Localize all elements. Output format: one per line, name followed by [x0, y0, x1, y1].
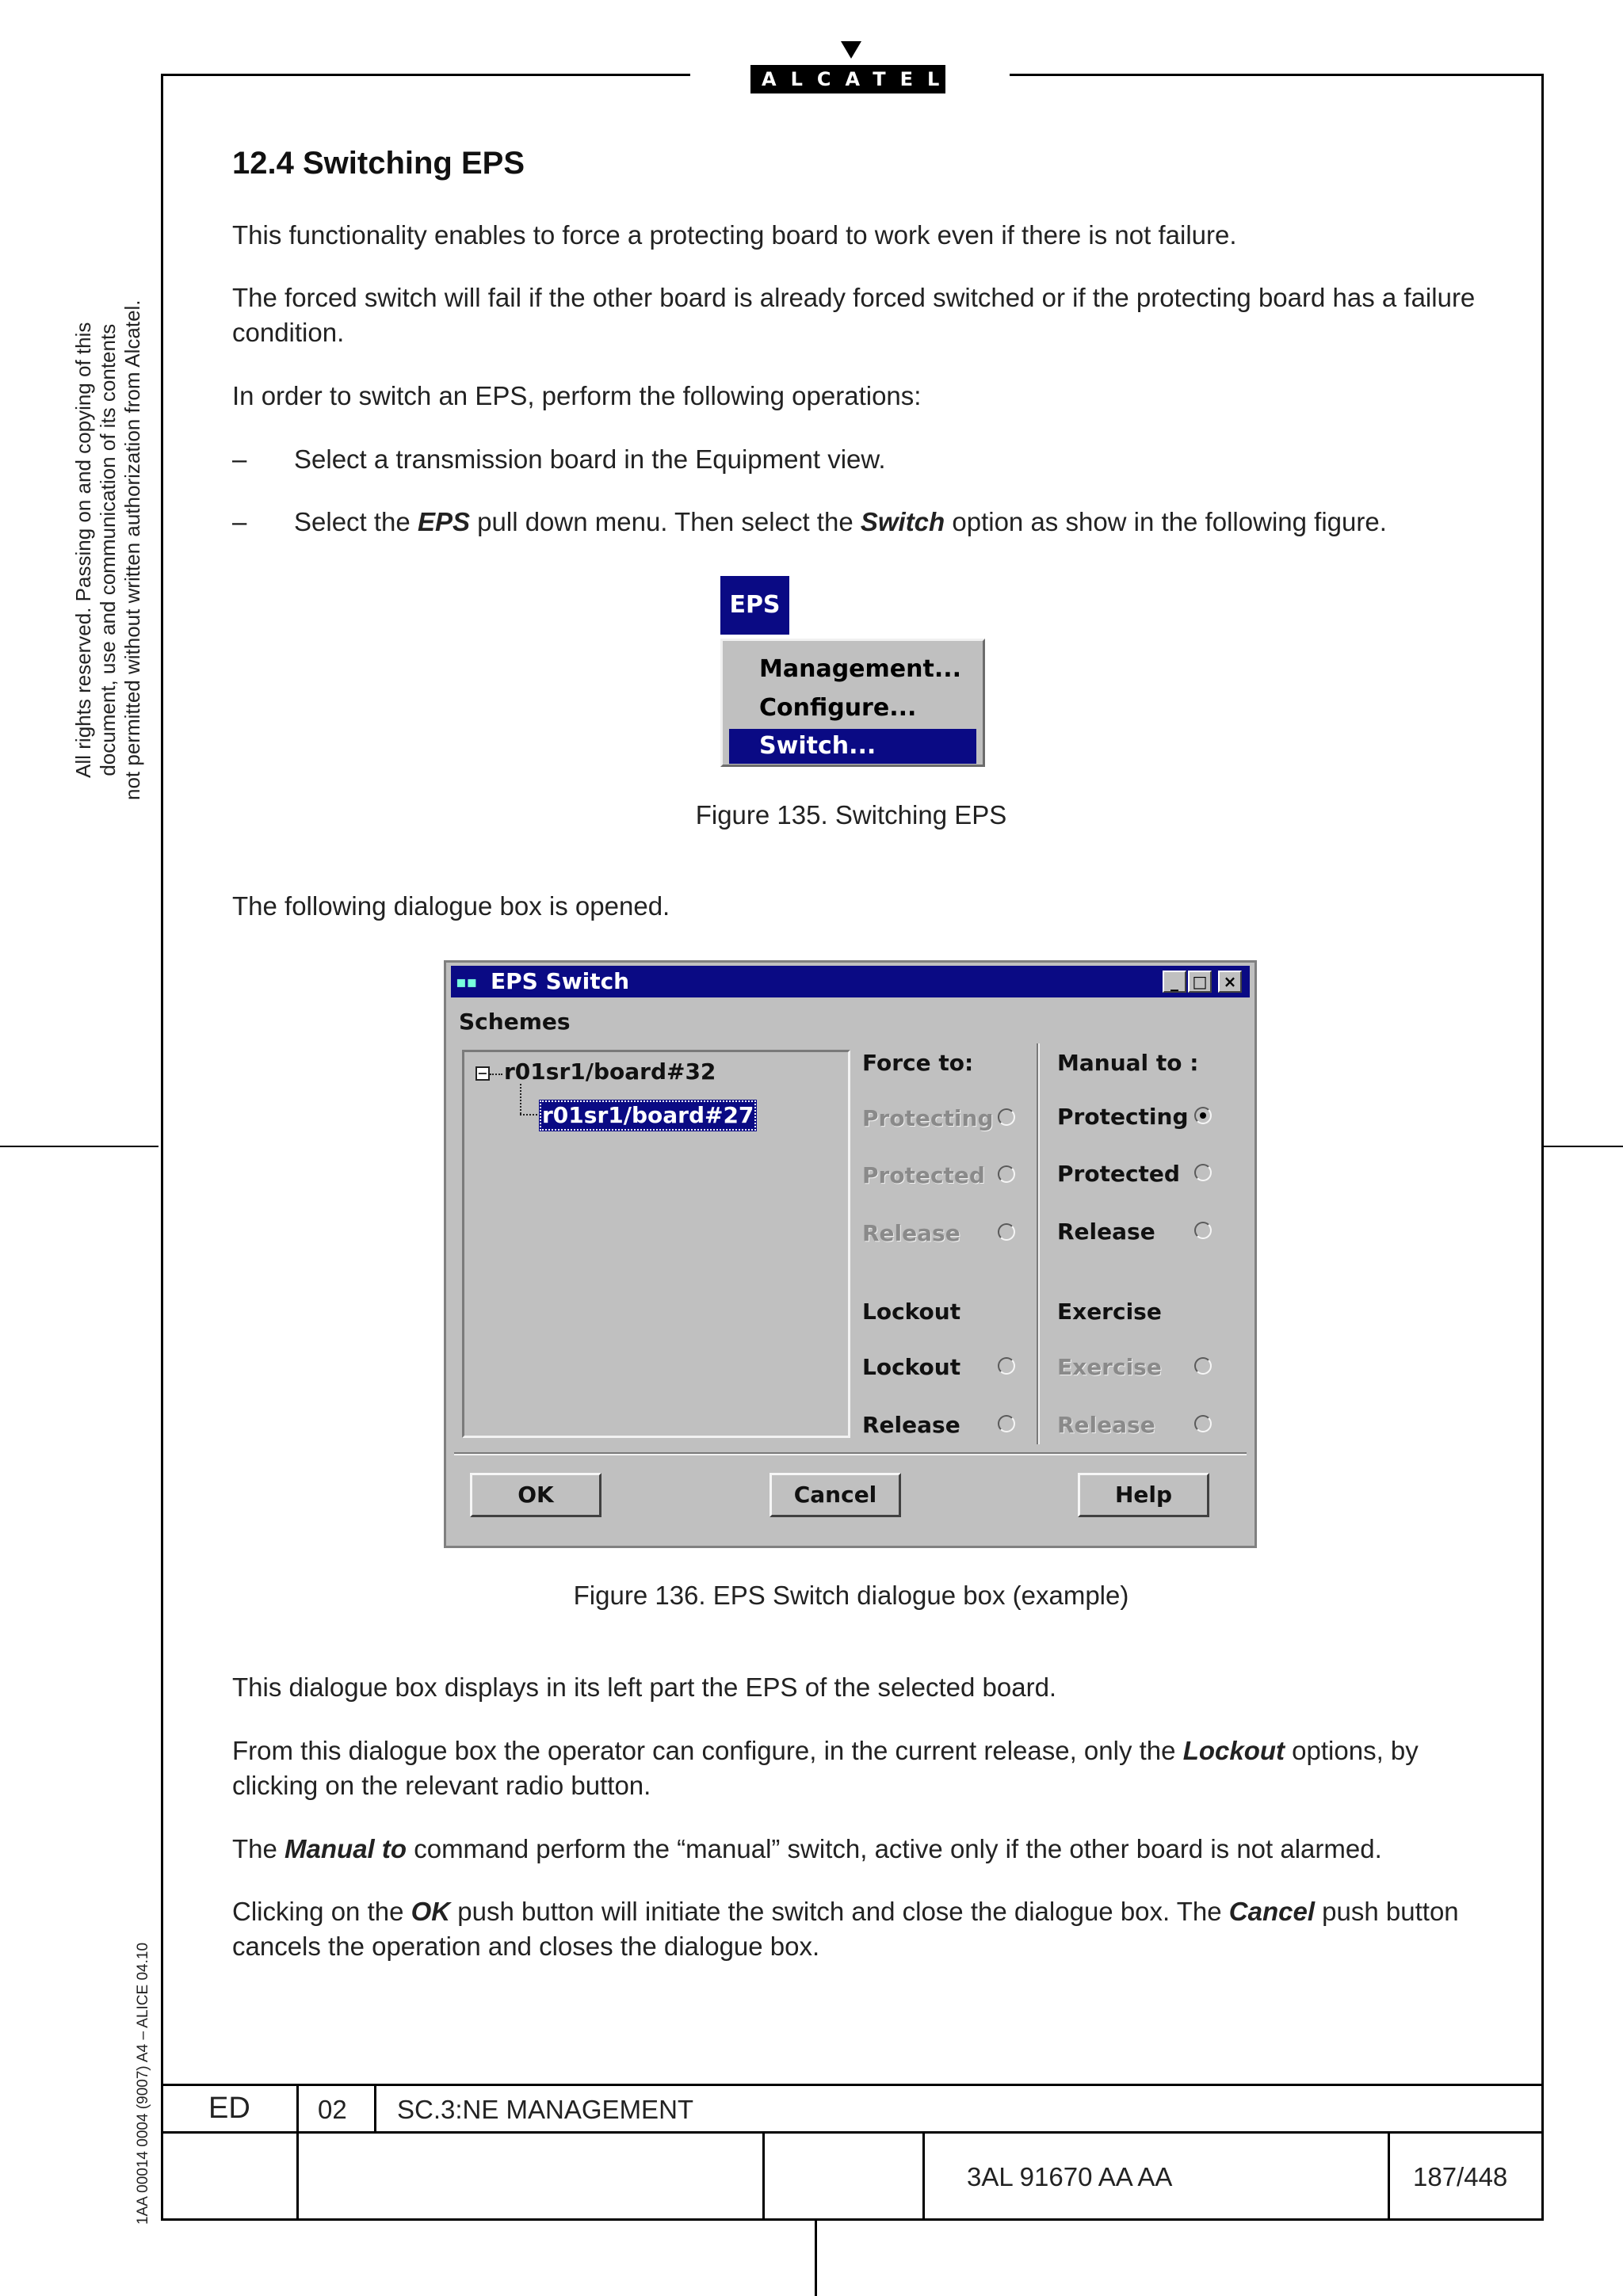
- bullet-2-mid: pull down menu. Then select the: [469, 507, 861, 536]
- force-protecting-label: Protecting: [862, 1105, 994, 1131]
- frame-bottom: [161, 2218, 1544, 2221]
- bottom-stem-line: [815, 2221, 817, 2296]
- logo-triangle-icon: [841, 41, 861, 59]
- paragraph-6-lockout: Lockout: [1182, 1736, 1285, 1765]
- tree-connector: [490, 1074, 502, 1075]
- bullet-dash-1: –: [232, 444, 247, 474]
- paragraph-7-pre: The: [232, 1834, 285, 1863]
- force-protected-label: Protected: [862, 1162, 985, 1188]
- bullet-dash-2: –: [232, 507, 247, 536]
- button-separator: [454, 1452, 1247, 1455]
- paragraph-8-mid: push button will initiate the switch and close the dialogue box. The: [450, 1897, 1229, 1926]
- schemes-tree[interactable]: [462, 1050, 850, 1438]
- tree-child-node[interactable]: r01sr1/board#27: [539, 1100, 757, 1131]
- rights-line-1: All rights reserved. Passing on and copying of this: [71, 322, 95, 778]
- lockout-release-radio[interactable]: [998, 1415, 1015, 1432]
- eps-menu-title[interactable]: EPS: [720, 576, 789, 635]
- lockout-header: Lockout: [862, 1299, 961, 1325]
- app-icon: ▪▪: [456, 972, 478, 991]
- paragraph-2: The forced switch will fail if the other board is already forced switched or if the protecting board has a failure condition.: [232, 283, 1476, 347]
- force-to-header: Force to:: [862, 1050, 974, 1076]
- bullet-2-eps: EPS: [417, 507, 470, 536]
- eps-switch-dialog: [444, 960, 1257, 1548]
- tree-collapse-icon[interactable]: −: [475, 1066, 490, 1081]
- help-button[interactable]: Help: [1078, 1473, 1209, 1517]
- lockout-lockout-label: Lockout: [862, 1354, 961, 1380]
- force-protecting-radio[interactable]: [998, 1108, 1015, 1126]
- doc-code-text: 1AA 00014 0004 (9007) A4 – ALICE 04.10: [135, 1942, 151, 2225]
- alcatel-logo: ALCATEL: [750, 65, 945, 93]
- menu-item-management[interactable]: Management...: [759, 655, 962, 683]
- footer-page-number: 187/448: [1413, 2162, 1508, 2191]
- footer-doc-number: 3AL 91670 AA AA: [967, 2162, 1173, 2191]
- manual-protected-label: Protected: [1057, 1161, 1180, 1187]
- frame-left: [161, 74, 163, 2221]
- exercise-release-label: Release: [1057, 1412, 1155, 1438]
- force-release-label: Release: [862, 1220, 960, 1246]
- section-heading: 12.4 Switching EPS: [232, 146, 525, 181]
- eps-dropdown-menu: [720, 639, 985, 767]
- paragraph-6-post: options, by clicking on the relevant radio button.: [232, 1736, 1419, 1800]
- exercise-release-radio[interactable]: [1194, 1415, 1212, 1432]
- manual-protecting-radio[interactable]: [1194, 1107, 1212, 1124]
- lockout-lockout-radio[interactable]: [998, 1357, 1015, 1375]
- paragraph-3: In order to switch an EPS, perform the following operations:: [232, 381, 922, 410]
- ok-button[interactable]: OK: [470, 1473, 601, 1517]
- frame-top-left: [161, 74, 690, 76]
- bullet-2-switch: Switch: [860, 507, 945, 536]
- cancel-button[interactable]: Cancel: [769, 1473, 901, 1517]
- close-button[interactable]: ×: [1218, 971, 1242, 993]
- manual-protected-radio[interactable]: [1194, 1164, 1212, 1181]
- menu-item-switch[interactable]: Switch...: [729, 729, 976, 764]
- bullet-2: [294, 505, 1507, 540]
- exercise-header: Exercise: [1057, 1299, 1162, 1325]
- fold-mark-left: [0, 1146, 158, 1147]
- lockout-release-label: Release: [862, 1412, 960, 1438]
- force-protected-radio[interactable]: [998, 1165, 1015, 1183]
- paragraph-8-pre: Clicking on the: [232, 1897, 411, 1926]
- rights-line-3: not permitted without written authorization from Alcatel.: [120, 299, 144, 800]
- paragraph-7-manual: Manual to: [285, 1834, 407, 1863]
- paragraph-8-ok: OK: [411, 1897, 451, 1926]
- footer-mid-line: [161, 2131, 1544, 2134]
- paragraph-8: [232, 1894, 1500, 1964]
- footer-ed-label: ED: [208, 2092, 250, 2125]
- footer-divider-5: [1388, 2131, 1390, 2221]
- paragraph-5: This dialogue box displays in its left part the EPS of the selected board.: [232, 1672, 1057, 1702]
- footer-section-title: SC.3:NE MANAGEMENT: [397, 2095, 694, 2124]
- tree-connector-horizontal: [520, 1114, 537, 1116]
- dialog-title: EPS Switch: [491, 968, 630, 994]
- figure-136-caption: Figure 136. EPS Switch dialogue box (example): [573, 1581, 1129, 1610]
- footer-ed-value: 02: [318, 2095, 347, 2124]
- footer-top-line: [161, 2084, 1544, 2086]
- footer-divider-1: [296, 2084, 299, 2221]
- paragraph-4: The following dialogue box is opened.: [232, 891, 670, 921]
- paragraph-8-post: push button cancels the operation and closes the dialogue box.: [232, 1897, 1459, 1961]
- menu-item-configure[interactable]: Configure...: [759, 694, 917, 722]
- rights-line-2: document, use and communication of its contents: [96, 323, 120, 776]
- manual-to-header: Manual to :: [1057, 1050, 1199, 1076]
- maximize-button[interactable]: □: [1188, 971, 1212, 993]
- exercise-exercise-radio[interactable]: [1194, 1357, 1212, 1375]
- frame-right: [1541, 74, 1544, 2221]
- paragraph-6-pre: From this dialogue box the operator can configure, in the current release, only the: [232, 1736, 1183, 1765]
- figure-135-caption: Figure 135. Switching EPS: [695, 800, 1007, 830]
- footer-divider-3: [762, 2131, 765, 2221]
- frame-top-right: [1010, 74, 1544, 76]
- tree-connector-vertical: [520, 1084, 521, 1114]
- bullet-1: Select a transmission board in the Equipment view.: [294, 444, 886, 474]
- schemes-label: Schemes: [459, 1009, 571, 1035]
- paragraph-1: This functionality enables to force a protecting board to work even if there is not failure.: [232, 220, 1237, 250]
- column-separator: [1037, 1043, 1040, 1444]
- fold-mark-right: [1544, 1146, 1623, 1147]
- minimize-button[interactable]: _: [1163, 971, 1186, 993]
- paragraph-7-post: command perform the “manual” switch, active only if the other board is not alarmed.: [407, 1834, 1382, 1863]
- exercise-exercise-label: Exercise: [1057, 1354, 1162, 1380]
- tree-root-node[interactable]: r01sr1/board#32: [504, 1058, 716, 1085]
- paragraph-7: [232, 1832, 1500, 1867]
- manual-protecting-label: Protecting: [1057, 1104, 1189, 1130]
- footer-divider-4: [922, 2131, 925, 2221]
- footer-divider-2: [374, 2084, 376, 2131]
- dialog-titlebar: [451, 966, 1250, 997]
- bullet-2-pre: Select the: [294, 507, 418, 536]
- manual-release-radio[interactable]: [1194, 1222, 1212, 1239]
- bullet-2-post: option as show in the following figure.: [945, 507, 1387, 536]
- paragraph-6: [232, 1733, 1500, 1803]
- paragraph-8-cancel: Cancel: [1228, 1897, 1316, 1926]
- manual-release-label: Release: [1057, 1219, 1155, 1245]
- force-release-radio[interactable]: [998, 1223, 1015, 1241]
